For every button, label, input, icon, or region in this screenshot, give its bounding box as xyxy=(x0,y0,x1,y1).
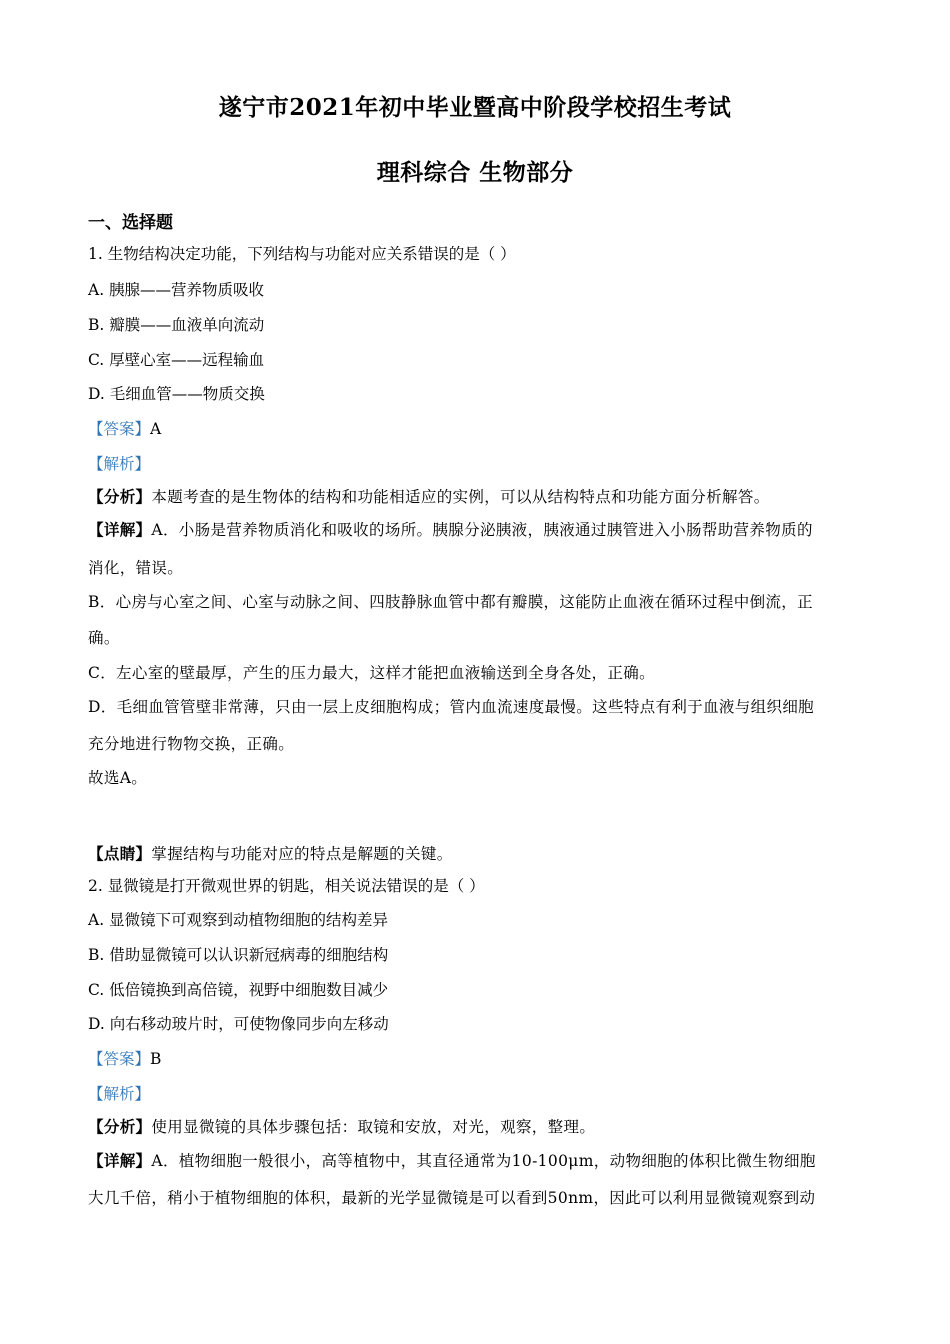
fenxi-tag: 【分析】 xyxy=(88,487,152,506)
q2-option-b: B. 借助显微镜可以认识新冠病毒的细胞结构 xyxy=(88,946,389,964)
section-heading: 一、选择题 xyxy=(88,213,173,233)
q1-detail-line-1 xyxy=(88,518,813,540)
fenxi-tag: 【分析】 xyxy=(88,1117,152,1136)
q1-option-b: B. 瓣膜——血液单向流动 xyxy=(88,316,265,334)
q1-detail-line-6: D．毛细血管管壁非常薄，只由一层上皮细胞构成；管内血流速度最慢。这些特点有利于血液与组织细胞 xyxy=(88,698,815,716)
q1-detail-line-5: C．左心室的壁最厚，产生的压力最大，这样才能把血液输送到全身各处，正确。 xyxy=(88,664,655,682)
answer-tag: 【答案】 xyxy=(88,420,151,438)
fenxi-text: 使用显微镜的具体步骤包括：取镜和安放，对光，观察，整理。 xyxy=(151,1118,596,1136)
dianjing-tag: 【点睛】 xyxy=(88,844,152,863)
q1-detail-line-4: 确。 xyxy=(88,629,120,647)
dianjing-text: 掌握结构与功能对应的特点是解题的关键。 xyxy=(151,845,453,863)
q2-analysis-tag: 【解析】 xyxy=(88,1085,151,1103)
q1-option-a: A. 胰腺——营养物质吸收 xyxy=(88,281,265,299)
q2-answer-line xyxy=(88,1047,161,1069)
document-subtitle: 理科综合 生物部分 xyxy=(376,159,574,186)
detail-text: A．小肠是营养物质消化和吸收的场所。胰腺分泌胰液，胰液通过胰管进入小肠帮助营养物质的 xyxy=(151,521,813,539)
answer-value: B xyxy=(150,1050,162,1068)
q1-dianjing-line xyxy=(88,842,453,864)
q1-detail-line-2: 消化，错误。 xyxy=(88,559,184,577)
document-title: 遂宁市2021年初中毕业暨高中阶段学校招生考试 xyxy=(218,94,732,121)
answer-value: A xyxy=(150,420,162,438)
q2-detail-line-1 xyxy=(88,1149,816,1171)
q1-option-c: C. 厚壁心室——远程输血 xyxy=(88,351,265,369)
question-2-stem: 2. 显微镜是打开微观世界的钥匙，相关说法错误的是（ ） xyxy=(88,877,485,895)
q1-answer-line xyxy=(88,417,161,439)
q1-detail-line-8: 故选A。 xyxy=(88,769,148,787)
detail-tag: 【详解】 xyxy=(88,520,152,539)
q1-option-d: D. 毛细血管——物质交换 xyxy=(88,385,265,403)
q2-detail-line-2: 大几千倍，稍小于植物细胞的体积，最新的光学显微镜是可以看到50nm，因此可以利用显微镜观察到动 xyxy=(88,1189,816,1207)
question-1-stem: 1. 生物结构决定功能，下列结构与功能对应关系错误的是（ ） xyxy=(88,245,516,263)
q2-fenxi-line xyxy=(88,1115,595,1137)
detail-tag: 【详解】 xyxy=(88,1151,152,1170)
q1-fenxi-line xyxy=(88,485,770,507)
q2-option-c: C. 低倍镜换到高倍镜，视野中细胞数目减少 xyxy=(88,981,389,999)
answer-tag: 【答案】 xyxy=(88,1050,151,1068)
detail-text: A．植物细胞一般很小，高等植物中，其直径通常为10-100μm，动物细胞的体积比微生物细胞 xyxy=(151,1152,816,1170)
q1-analysis-tag: 【解析】 xyxy=(88,455,151,473)
q1-detail-line-7: 充分地进行物物交换，正确。 xyxy=(88,735,295,753)
q1-detail-line-3: B．心房与心室之间、心室与动脉之间、四肢静脉血管中都有瓣膜，这能防止血液在循环过程中倒流，正 xyxy=(88,593,813,611)
q2-option-d: D. 向右移动玻片时，可使物像同步向左移动 xyxy=(88,1015,389,1033)
fenxi-text: 本题考查的是生物体的结构和功能相适应的实例，可以从结构特点和功能方面分析解答。 xyxy=(151,488,770,506)
q2-option-a: A. 显微镜下可观察到动植物细胞的结构差异 xyxy=(88,911,389,929)
